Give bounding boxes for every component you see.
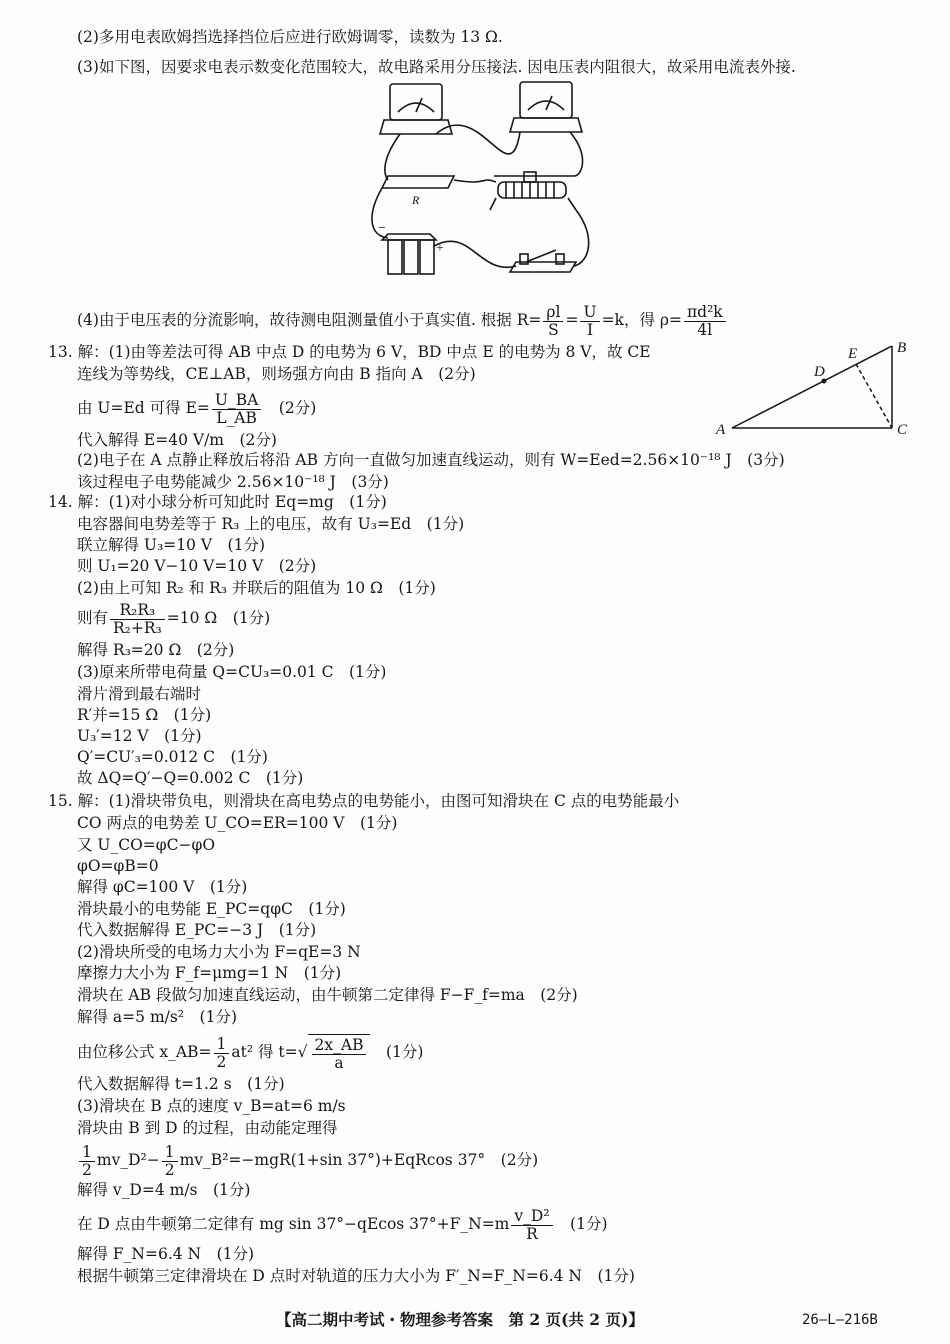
p14-line-f: 则有 $\frac{\text{R₂R₃}}{\text{R₂+R₃}}$ =10 Ω (1分) bbox=[77, 600, 271, 637]
label-c: C bbox=[897, 422, 908, 438]
fraction-rho-l-over-s: $\frac{\rho l}{S}$ bbox=[543, 304, 563, 339]
p15-line-f: 滑块最小的电势能 E_PC=qφC (1分) bbox=[77, 900, 346, 918]
p14-line-h: (3)原来所带电荷量 Q=CU₃=0.01 C (1分) bbox=[77, 663, 387, 681]
p14-line-g: 解得 R₃=20 Ω (2分) bbox=[77, 641, 235, 659]
p13-line-a: 13. 解：(1)由等差法可得 AB 中点 D 的电势为 6 V，BD 中点 E 的电势为 8 V，故 CE bbox=[48, 343, 651, 361]
p12-line-4: (4)由于电压表的分流影响，故待测电阻测量值小于真实值. 根据 R= $\frac{\rho l}{S}$ = $\frac{U}{I}$ =k，得 ρ= $\frac{\text{πd²k}}{4l}$ bbox=[77, 302, 728, 339]
p15-line-c: 又 U_CO=φC−φO bbox=[77, 836, 216, 854]
fraction-one-half: $\frac{1}{2}$ bbox=[214, 1036, 230, 1071]
p14-line-b: 电容器间电势差等于 R₃ 上的电压，故有 U₃=Ed (1分) bbox=[77, 515, 465, 533]
rheostat-icon bbox=[490, 172, 576, 210]
fraction-one-half-a: $\frac{1}{2}$ bbox=[79, 1144, 95, 1179]
label-e: E bbox=[848, 346, 858, 362]
fraction-vd-squared-over-r: $\frac{\text{v\_D²}}{R}$ bbox=[511, 1208, 552, 1243]
p15-line-b: CO 两点的电势差 U_CO=ER=100 V (1分) bbox=[77, 814, 398, 832]
label-d: D bbox=[814, 364, 825, 380]
fraction-parallel-resistance: $\frac{\text{R₂R₃}}{\text{R₂+R₃}}$ bbox=[110, 602, 165, 637]
wire bbox=[385, 134, 400, 180]
p14-line-j: R′并=15 Ω (1分) bbox=[77, 706, 212, 724]
p15-line-r: 在 D 点由牛顿第二定律有 mg sin 37°−qEcos 37°+F_N=m $\frac{\text{v\_D²}}{R}$ (1分) bbox=[77, 1206, 608, 1243]
circuit-label-r: R bbox=[412, 193, 420, 207]
p13-line-e: (2)电子在 A 点静止释放后将沿 AB 方向一直做匀加速直线运动，则有 W=Eed=2.56×10⁻¹⁸ J (3分) bbox=[77, 451, 785, 469]
battery-plus-sign: + bbox=[436, 241, 444, 256]
fraction-one-half-b: $\frac{1}{2}$ bbox=[162, 1144, 178, 1179]
p12-l4-pre: (4)由于电压表的分流影响，故待测电阻测量值小于真实值. 根据 R= bbox=[77, 311, 542, 329]
p15-line-d: φO=φB=0 bbox=[77, 857, 159, 875]
fraction-uba-over-lab: $\frac{U\_BA}{L\_AB}$ bbox=[212, 392, 261, 427]
p12-line-2: (2)多用电表欧姆挡选择挡位后应进行欧姆调零，读数为 13 Ω. bbox=[77, 28, 503, 46]
label-a: A bbox=[716, 422, 726, 438]
p15-line-l: 由位移公式 x_AB= $\frac{1}{2}$ at² 得 t=√ $\frac{2x\_AB}{a}$ (1分) bbox=[77, 1034, 424, 1072]
p15-line-m: 代入数据解得 t=1.2 s (1分) bbox=[77, 1075, 285, 1093]
wire bbox=[434, 241, 516, 267]
p15-line-h: (2)滑块所受的电场力大小为 F=qE=3 N bbox=[77, 943, 361, 961]
p14-line-a: 14. 解：(1)对小球分析可知此时 Eq=mg (1分) bbox=[48, 493, 387, 511]
p14-line-k: U₃′=12 V (1分) bbox=[77, 727, 202, 745]
p15-line-i: 摩擦力大小为 F_f=μmg=1 N (1分) bbox=[77, 964, 342, 982]
p13-line-c: 由 U=Ed 可得 E= $\frac{U\_BA}{L\_AB}$ (2分) bbox=[77, 390, 317, 427]
p15-line-a: 15. 解：(1)滑块带负电，则滑块在高电势点的电势能小，由图可知滑块在 C 点的电势能最小 bbox=[48, 792, 680, 810]
wire bbox=[454, 180, 496, 182]
p12-line-3: (3)如下图，因要求电表示数变化范围较大，故电路采用分压接法. 因电压表内阻很大，故采用电流表外接. bbox=[77, 58, 796, 76]
p15-line-t: 根据牛顿第三定律滑块在 D 点时对轨道的压力大小为 F′_N=F_N=6.4 N (1分) bbox=[77, 1267, 635, 1285]
p14-line-m: 故 ΔQ=Q′−Q=0.002 C (1分) bbox=[77, 769, 304, 787]
fraction-resistivity: $\frac{\text{πd²k}}{4l}$ bbox=[684, 304, 726, 339]
p14-line-i: 滑片滑到最右端时 bbox=[77, 685, 202, 703]
p14-line-d: 则 U₁=20 V−10 V=10 V (2分) bbox=[77, 557, 317, 575]
footer-title: 【高二期中考试・物理参考答案 第 2 页(共 2 页)】 bbox=[276, 1310, 644, 1329]
wire bbox=[570, 132, 583, 176]
wire bbox=[436, 125, 520, 154]
p14-line-l: Q′=CU′₃=0.012 C (1分) bbox=[77, 748, 268, 766]
p15-line-j: 滑块在 AB 段做匀加速直线运动，由牛顿第二定律得 F−F_f=ma (2分) bbox=[77, 986, 578, 1004]
footer-code: 26—L—216B bbox=[802, 1312, 878, 1328]
voltmeter-icon bbox=[390, 84, 442, 120]
p13-line-d: 代入解得 E=40 V/m (2分) bbox=[77, 431, 277, 449]
p15-line-q: 解得 v_D=4 m/s (1分) bbox=[77, 1181, 251, 1199]
ammeter-icon bbox=[520, 82, 572, 118]
circuit-diagram bbox=[370, 76, 600, 286]
p15-line-n: (3)滑块在 B 点的速度 v_B=at=6 m/s bbox=[77, 1097, 346, 1115]
fraction-u-over-i: $\frac{U}{I}$ bbox=[580, 304, 599, 339]
square-root: √ $\frac{2x\_AB}{a}$ bbox=[298, 1034, 371, 1072]
label-b: B bbox=[897, 340, 907, 356]
battery-minus-sign: − bbox=[378, 221, 386, 236]
p13-line-f: 该过程电子电势能减少 2.56×10⁻¹⁸ J (3分) bbox=[77, 473, 389, 491]
p15-line-p: $\frac{1}{2}$ mv_D²− $\frac{1}{2}$ mv_B²=−mgR(1+sin 37°)+EqRcos 37° (2分) bbox=[77, 1142, 538, 1179]
p15-line-e: 解得 φC=100 V (1分) bbox=[77, 878, 248, 896]
switch-icon bbox=[510, 250, 576, 272]
p15-line-g: 代入数据解得 E_PC=−3 J (1分) bbox=[77, 921, 317, 939]
p15-line-k: 解得 a=5 m/s² (1分) bbox=[77, 1008, 237, 1026]
battery-icon bbox=[382, 234, 436, 274]
p14-line-c: 联立解得 U₃=10 V (1分) bbox=[77, 536, 265, 554]
p15-line-o: 滑块由 B 到 D 的过程，由动能定理得 bbox=[77, 1119, 338, 1137]
resistor-icon bbox=[382, 176, 454, 188]
p15-line-s: 解得 F_N=6.4 N (1分) bbox=[77, 1245, 255, 1263]
wire bbox=[574, 210, 589, 266]
p14-line-e: (2)由上可知 R₂ 和 R₃ 并联后的阻值为 10 Ω (1分) bbox=[77, 579, 436, 597]
p13-line-b: 连线为等势线，CE⊥AB，则场强方向由 B 指向 A (2分) bbox=[77, 365, 476, 383]
triangle-diagram bbox=[712, 336, 912, 442]
